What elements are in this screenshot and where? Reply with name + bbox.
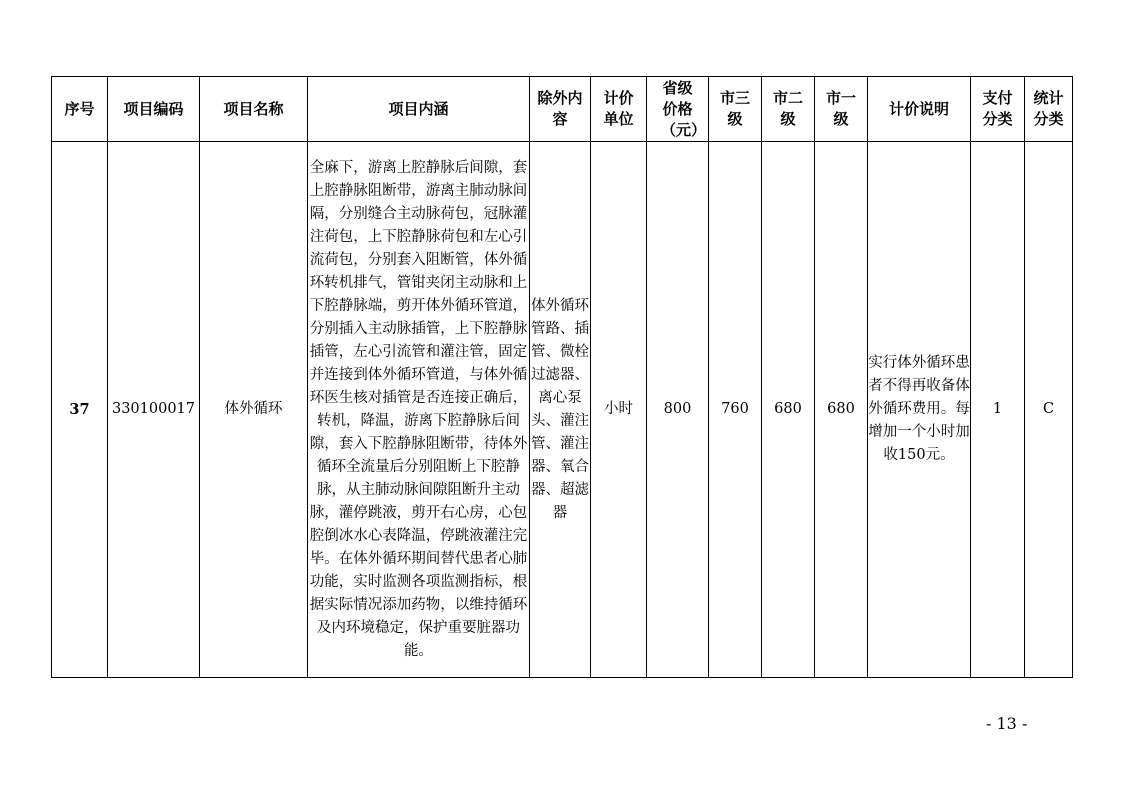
header-excluded: 除外内容	[530, 77, 591, 142]
cell-statistics: C	[1025, 142, 1073, 678]
header-city3: 市三级	[709, 77, 762, 142]
header-city2: 市二级	[762, 77, 815, 142]
header-pricing-note: 计价说明	[868, 77, 971, 142]
cell-unit: 小时	[591, 142, 647, 678]
cell-provincial-price: 800	[647, 142, 709, 678]
cell-city2: 680	[762, 142, 815, 678]
header-name: 项目名称	[200, 77, 308, 142]
header-unit: 计价单位	[591, 77, 647, 142]
header-row	[52, 77, 1073, 142]
header-seq: 序号	[52, 77, 108, 142]
cell-pricing-note: 实行体外循环患者不得再收备体外循环费用。每增加一个小时加收150元。	[868, 142, 971, 678]
cell-seq: 37	[52, 142, 108, 678]
cell-content: 全麻下，游离上腔静脉后间隙，套上腔静脉阻断带，游离主肺动脉间隔，分别缝合主动脉荷包，冠脉灌注荷包，上下腔静脉荷包和左心引流荷包，分别套入阻断管，体外循环转机排气，管钳夹闭主动脉和上下腔静脉端，剪开体外循环管道，分别插入主动脉插管，上下腔静脉插管，左心引流管和灌注管，固定并连接到体外循环管道，与体外循环医生核对插管是否连接正确后，转机，降温，游离下腔静脉后间隙，套入下腔静脉阻断带，待体外循环全流量后分别阻断上下腔静脉，从主肺动脉间隙阻断升主动脉，灌停跳液，剪开右心房，心包腔倒冰水心表降温，停跳液灌注完毕。在体外循环期间替代患者心肺功能，实时监测各项监测指标，根据实际情况添加药物，以维持循环及内环境稳定，保护重要脏器功能。	[308, 142, 530, 678]
header-city1: 市一级	[815, 77, 868, 142]
cell-city3: 760	[709, 142, 762, 678]
cell-code: 330100017	[108, 142, 200, 678]
header-content: 项目内涵	[308, 77, 530, 142]
header-code: 项目编码	[108, 77, 200, 142]
fee-table	[51, 76, 1073, 678]
header-provincial-price: 省级价格（元）	[647, 77, 709, 142]
page-number: - 13 -	[986, 714, 1028, 733]
cell-name: 体外循环	[200, 142, 308, 678]
cell-city1: 680	[815, 142, 868, 678]
cell-payment: 1	[971, 142, 1025, 678]
table-row	[52, 142, 1073, 678]
header-payment: 支付分类	[971, 77, 1025, 142]
header-statistics: 统计分类	[1025, 77, 1073, 142]
cell-excluded: 体外循环管路、插管、微栓过滤器、离心泵头、灌注管、灌注器、氧合器、超滤器	[530, 142, 591, 678]
